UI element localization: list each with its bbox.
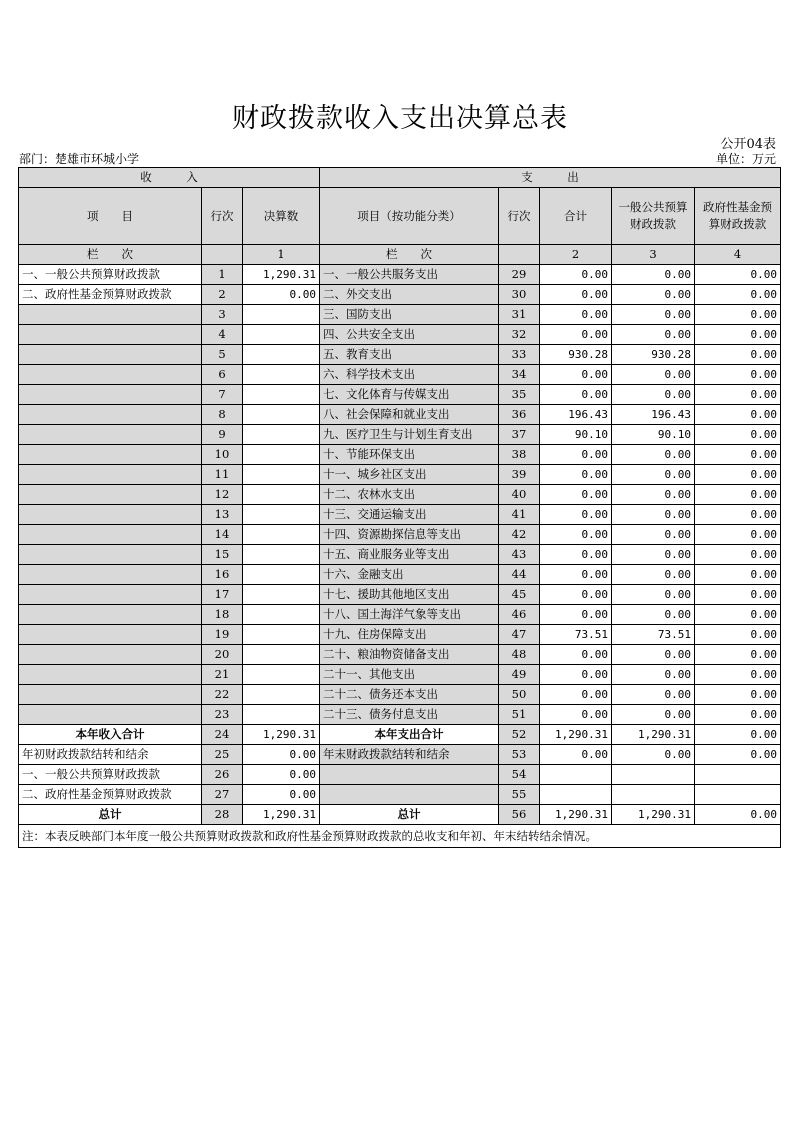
table-row (19, 305, 781, 325)
table-row (19, 625, 781, 645)
income-item (19, 445, 202, 465)
expense-item: 十五、商业服务业等支出 (320, 545, 499, 565)
table-row (19, 565, 781, 585)
expense-item: 六、科学技术支出 (320, 365, 499, 385)
income-amount (243, 465, 320, 485)
header-item: 项 目 (19, 188, 202, 245)
expense-item: 二十、粮油物资储备支出 (320, 645, 499, 665)
expense-gov-fund: 0.00 (695, 685, 781, 705)
income-row-no: 16 (202, 565, 243, 585)
expense-gov-fund: 0.00 (695, 325, 781, 345)
expense-gov-fund: 0.00 (695, 545, 781, 565)
expense-row-no: 37 (499, 425, 540, 445)
expense-general-budget: 0.00 (612, 445, 695, 465)
col-number-4: 4 (695, 245, 781, 265)
expense-total: 0.00 (540, 325, 612, 345)
income-amount (243, 345, 320, 365)
expense-total: 90.10 (540, 425, 612, 445)
expense-gov-fund: 0.00 (695, 485, 781, 505)
expense-total: 0.00 (540, 565, 612, 585)
income-row-no: 10 (202, 445, 243, 465)
income-item (19, 465, 202, 485)
expense-item: 二、外交支出 (320, 285, 499, 305)
expense-total: 0.00 (540, 525, 612, 545)
expense-row-no: 48 (499, 645, 540, 665)
income-item (19, 525, 202, 545)
income-row-no: 3 (202, 305, 243, 325)
table-row (19, 285, 781, 305)
income-item (19, 485, 202, 505)
expense-gov-fund: 0.00 (695, 305, 781, 325)
income-amount: 1,290.31 (243, 805, 320, 825)
income-header: 收 入 (19, 168, 320, 188)
income-row-no: 2 (202, 285, 243, 305)
expense-row-no: 47 (499, 625, 540, 645)
table-row (19, 785, 781, 805)
income-item: 二、政府性基金预算财政拨款 (19, 285, 202, 305)
expense-general-budget: 0.00 (612, 365, 695, 385)
table-row (19, 645, 781, 665)
income-item (19, 425, 202, 445)
expense-row-no: 34 (499, 365, 540, 385)
expense-gov-fund: 0.00 (695, 445, 781, 465)
expense-row-no: 44 (499, 565, 540, 585)
income-amount (243, 545, 320, 565)
header-total: 合计 (540, 188, 612, 245)
expense-general-budget: 0.00 (612, 645, 695, 665)
income-amount: 1,290.31 (243, 725, 320, 745)
expense-total: 0.00 (540, 585, 612, 605)
income-item (19, 345, 202, 365)
expense-gov-fund (695, 785, 781, 805)
income-item (19, 405, 202, 425)
expense-gov-fund: 0.00 (695, 385, 781, 405)
table-row (19, 545, 781, 565)
expense-total: 0.00 (540, 385, 612, 405)
expense-total: 196.43 (540, 405, 612, 425)
expense-total: 0.00 (540, 305, 612, 325)
header-group-row (19, 168, 781, 188)
expense-item: 二十一、其他支出 (320, 665, 499, 685)
expense-gov-fund: 0.00 (695, 265, 781, 285)
table-row (19, 385, 781, 405)
income-item: 本年收入合计 (19, 725, 202, 745)
income-item (19, 545, 202, 565)
expense-total: 930.28 (540, 345, 612, 365)
expense-row-no: 33 (499, 345, 540, 365)
expense-total: 0.00 (540, 285, 612, 305)
expense-total: 0.00 (540, 465, 612, 485)
income-row-no: 5 (202, 345, 243, 365)
expense-total: 1,290.31 (540, 725, 612, 745)
income-row-no: 21 (202, 665, 243, 685)
col-empty-2 (499, 245, 540, 265)
table-row (19, 465, 781, 485)
expense-gov-fund: 0.00 (695, 525, 781, 545)
income-row-no: 9 (202, 425, 243, 445)
income-row-no: 20 (202, 645, 243, 665)
income-item (19, 665, 202, 685)
expense-row-no: 32 (499, 325, 540, 345)
expense-general-budget: 196.43 (612, 405, 695, 425)
expense-item: 十四、资源勘探信息等支出 (320, 525, 499, 545)
expense-gov-fund: 0.00 (695, 405, 781, 425)
income-amount (243, 445, 320, 465)
expense-general-budget: 0.00 (612, 565, 695, 585)
income-item: 一、一般公共预算财政拨款 (19, 765, 202, 785)
expense-general-budget: 0.00 (612, 545, 695, 565)
income-row-no: 7 (202, 385, 243, 405)
expense-item: 十七、援助其他地区支出 (320, 585, 499, 605)
income-amount: 0.00 (243, 745, 320, 765)
expense-row-no: 39 (499, 465, 540, 485)
table-row (19, 485, 781, 505)
income-amount (243, 365, 320, 385)
table-row (19, 505, 781, 525)
income-row-no: 15 (202, 545, 243, 565)
income-amount (243, 625, 320, 645)
income-amount: 1,290.31 (243, 265, 320, 285)
header-row-no-2: 行次 (499, 188, 540, 245)
expense-gov-fund: 0.00 (695, 725, 781, 745)
income-row-no: 26 (202, 765, 243, 785)
income-row-no: 12 (202, 485, 243, 505)
expense-item: 八、社会保障和就业支出 (320, 405, 499, 425)
income-item (19, 365, 202, 385)
expense-general-budget: 0.00 (612, 465, 695, 485)
expense-total: 1,290.31 (540, 805, 612, 825)
income-item (19, 685, 202, 705)
income-amount (243, 485, 320, 505)
header-final-amount: 决算数 (243, 188, 320, 245)
col-empty (202, 245, 243, 265)
expense-total: 0.00 (540, 445, 612, 465)
expense-general-budget: 1,290.31 (612, 805, 695, 825)
table-row (19, 605, 781, 625)
table-row (19, 365, 781, 385)
income-item (19, 585, 202, 605)
expense-general-budget: 0.00 (612, 665, 695, 685)
expense-general-budget: 0.00 (612, 265, 695, 285)
income-amount (243, 425, 320, 445)
expense-gov-fund: 0.00 (695, 285, 781, 305)
expense-item: 十一、城乡社区支出 (320, 465, 499, 485)
column-number-row (19, 245, 781, 265)
table-note: 注：本表反映部门本年度一般公共预算财政拨款和政府性基金预算财政拨款的总收支和年初、年末结转结余情况。 (19, 825, 781, 848)
expense-general-budget: 0.00 (612, 525, 695, 545)
income-row-no: 1 (202, 265, 243, 285)
table-row (19, 765, 781, 785)
expense-row-no: 50 (499, 685, 540, 705)
expense-gov-fund: 0.00 (695, 745, 781, 765)
expense-general-budget: 1,290.31 (612, 725, 695, 745)
expense-row-no: 55 (499, 785, 540, 805)
income-amount (243, 605, 320, 625)
expense-gov-fund: 0.00 (695, 605, 781, 625)
table-row (19, 805, 781, 825)
table-row (19, 345, 781, 365)
expense-general-budget: 90.10 (612, 425, 695, 445)
header-row-no: 行次 (202, 188, 243, 245)
expense-row-no: 29 (499, 265, 540, 285)
expense-row-no: 41 (499, 505, 540, 525)
table-row (19, 725, 781, 745)
expense-item (320, 765, 499, 785)
table-row (19, 445, 781, 465)
expense-total (540, 765, 612, 785)
expense-total: 0.00 (540, 265, 612, 285)
expense-item (320, 785, 499, 805)
expense-total: 73.51 (540, 625, 612, 645)
expense-header: 支 出 (320, 168, 781, 188)
expense-gov-fund: 0.00 (695, 425, 781, 445)
expense-total: 0.00 (540, 745, 612, 765)
form-number: 公开04表 (720, 137, 776, 152)
income-item: 年初财政拨款结转和结余 (19, 745, 202, 765)
expense-row-no: 30 (499, 285, 540, 305)
expense-general-budget: 0.00 (612, 505, 695, 525)
expense-total: 0.00 (540, 645, 612, 665)
income-item (19, 605, 202, 625)
expense-gov-fund: 0.00 (695, 345, 781, 365)
expense-row-no: 38 (499, 445, 540, 465)
income-item (19, 645, 202, 665)
expense-total: 0.00 (540, 665, 612, 685)
note-row (19, 825, 781, 848)
table-row (19, 265, 781, 285)
table-row (19, 685, 781, 705)
expense-general-budget (612, 785, 695, 805)
income-amount (243, 525, 320, 545)
income-amount (243, 385, 320, 405)
income-row-no: 24 (202, 725, 243, 745)
income-item (19, 305, 202, 325)
expense-item: 总计 (320, 805, 499, 825)
income-row-no: 13 (202, 505, 243, 525)
expense-item: 二十三、债务付息支出 (320, 705, 499, 725)
expense-row-no: 45 (499, 585, 540, 605)
income-row-no: 27 (202, 785, 243, 805)
expense-gov-fund (695, 765, 781, 785)
expense-total: 0.00 (540, 545, 612, 565)
income-row-no: 23 (202, 705, 243, 725)
expense-item: 十三、交通运输支出 (320, 505, 499, 525)
expense-row-no: 31 (499, 305, 540, 325)
expense-total: 0.00 (540, 505, 612, 525)
unit-label: 单位：万元 (715, 152, 776, 166)
expense-general-budget: 0.00 (612, 325, 695, 345)
table-row (19, 665, 781, 685)
table-row (19, 585, 781, 605)
expense-general-budget: 0.00 (612, 705, 695, 725)
col-number-2: 2 (540, 245, 612, 265)
income-item (19, 565, 202, 585)
expense-gov-fund: 0.00 (695, 585, 781, 605)
expense-total: 0.00 (540, 705, 612, 725)
col-label-right: 栏 次 (320, 245, 499, 265)
header-gov-fund: 政府性基金预算财政拨款 (695, 188, 781, 245)
expense-gov-fund: 0.00 (695, 645, 781, 665)
expense-general-budget: 930.28 (612, 345, 695, 365)
expense-item: 十八、国土海洋气象等支出 (320, 605, 499, 625)
expense-gov-fund: 0.00 (695, 625, 781, 645)
income-amount: 0.00 (243, 785, 320, 805)
income-amount (243, 405, 320, 425)
table-row (19, 325, 781, 345)
expense-gov-fund: 0.00 (695, 505, 781, 525)
finance-table (18, 167, 781, 848)
expense-item: 十、节能环保支出 (320, 445, 499, 465)
income-row-no: 18 (202, 605, 243, 625)
income-amount (243, 585, 320, 605)
expense-general-budget: 0.00 (612, 305, 695, 325)
expense-general-budget: 73.51 (612, 625, 695, 645)
expense-item: 十六、金融支出 (320, 565, 499, 585)
income-item: 总计 (19, 805, 202, 825)
income-amount (243, 685, 320, 705)
expense-total: 0.00 (540, 605, 612, 625)
expense-gov-fund: 0.00 (695, 565, 781, 585)
expense-total: 0.00 (540, 685, 612, 705)
header-general-budget: 一般公共预算财政拨款 (612, 188, 695, 245)
expense-item: 本年支出合计 (320, 725, 499, 745)
expense-item: 年末财政拨款结转和结余 (320, 745, 499, 765)
income-amount (243, 565, 320, 585)
income-row-no: 25 (202, 745, 243, 765)
income-row-no: 22 (202, 685, 243, 705)
income-item (19, 505, 202, 525)
table-row (19, 525, 781, 545)
expense-gov-fund: 0.00 (695, 805, 781, 825)
department-label: 部门：楚雄市环城小学 (19, 152, 140, 166)
income-row-no: 4 (202, 325, 243, 345)
col-number-1: 1 (243, 245, 320, 265)
expense-general-budget: 0.00 (612, 485, 695, 505)
expense-item: 十二、农林水支出 (320, 485, 499, 505)
expense-gov-fund: 0.00 (695, 365, 781, 385)
expense-general-budget (612, 765, 695, 785)
expense-general-budget: 0.00 (612, 385, 695, 405)
expense-item: 九、医疗卫生与计划生育支出 (320, 425, 499, 445)
expense-item: 一、一般公共服务支出 (320, 265, 499, 285)
income-row-no: 14 (202, 525, 243, 545)
expense-gov-fund: 0.00 (695, 465, 781, 485)
expense-row-no: 56 (499, 805, 540, 825)
expense-row-no: 49 (499, 665, 540, 685)
income-item (19, 385, 202, 405)
table-row (19, 405, 781, 425)
income-amount (243, 665, 320, 685)
income-item (19, 325, 202, 345)
income-amount (243, 705, 320, 725)
expense-general-budget: 0.00 (612, 585, 695, 605)
income-amount (243, 325, 320, 345)
table-row (19, 705, 781, 725)
expense-row-no: 42 (499, 525, 540, 545)
income-amount: 0.00 (243, 765, 320, 785)
expense-item: 二十二、债务还本支出 (320, 685, 499, 705)
expense-row-no: 46 (499, 605, 540, 625)
expense-general-budget: 0.00 (612, 685, 695, 705)
page-title: 财政拨款收入支出决算总表 (232, 103, 568, 134)
expense-item: 七、文化体育与传媒支出 (320, 385, 499, 405)
header-column-row (19, 188, 781, 245)
table-row (19, 745, 781, 765)
income-row-no: 8 (202, 405, 243, 425)
income-row-no: 17 (202, 585, 243, 605)
expense-total: 0.00 (540, 365, 612, 385)
expense-general-budget: 0.00 (612, 745, 695, 765)
col-label-left: 栏 次 (19, 245, 202, 265)
expense-row-no: 51 (499, 705, 540, 725)
expense-gov-fund: 0.00 (695, 705, 781, 725)
expense-item: 五、教育支出 (320, 345, 499, 365)
income-row-no: 28 (202, 805, 243, 825)
expense-item: 十九、住房保障支出 (320, 625, 499, 645)
income-row-no: 19 (202, 625, 243, 645)
income-item (19, 625, 202, 645)
expense-row-no: 53 (499, 745, 540, 765)
income-item (19, 705, 202, 725)
expense-item: 四、公共安全支出 (320, 325, 499, 345)
expense-row-no: 54 (499, 765, 540, 785)
expense-total: 0.00 (540, 485, 612, 505)
income-item: 一、一般公共预算财政拨款 (19, 265, 202, 285)
header-item-by-function: 项目（按功能分类） (320, 188, 499, 245)
income-amount (243, 645, 320, 665)
table-row (19, 425, 781, 445)
expense-row-no: 43 (499, 545, 540, 565)
expense-row-no: 35 (499, 385, 540, 405)
expense-item: 三、国防支出 (320, 305, 499, 325)
expense-general-budget: 0.00 (612, 285, 695, 305)
income-amount: 0.00 (243, 285, 320, 305)
income-row-no: 6 (202, 365, 243, 385)
col-number-3: 3 (612, 245, 695, 265)
income-row-no: 11 (202, 465, 243, 485)
expense-total (540, 785, 612, 805)
expense-row-no: 40 (499, 485, 540, 505)
income-amount (243, 505, 320, 525)
income-amount (243, 305, 320, 325)
expense-row-no: 52 (499, 725, 540, 745)
expense-row-no: 36 (499, 405, 540, 425)
income-item: 二、政府性基金预算财政拨款 (19, 785, 202, 805)
expense-general-budget: 0.00 (612, 605, 695, 625)
expense-gov-fund: 0.00 (695, 665, 781, 685)
